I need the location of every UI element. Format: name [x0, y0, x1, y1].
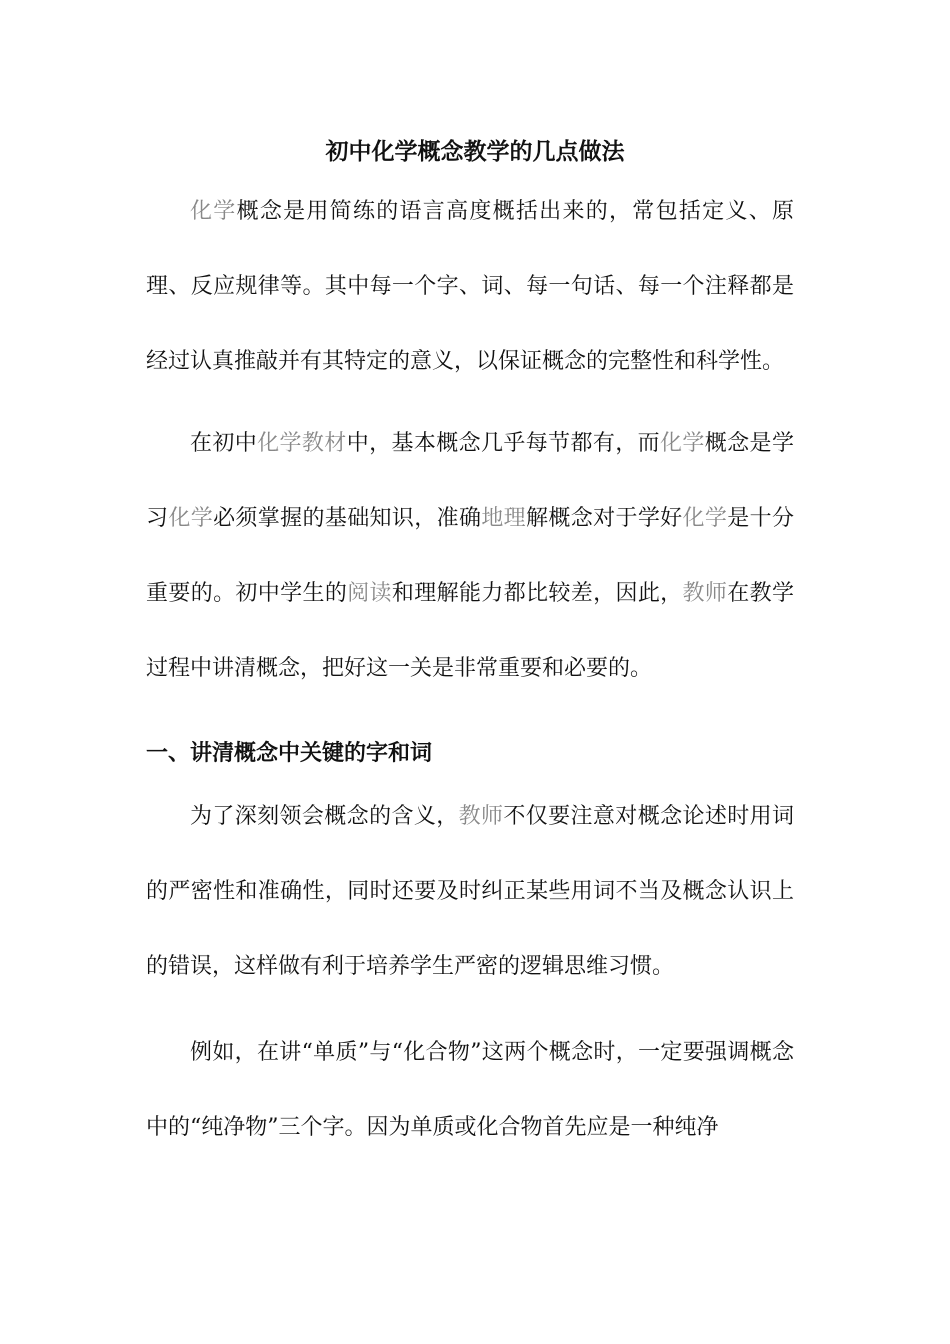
paragraph-text: 为了深刻领会概念的含义，: [190, 804, 459, 829]
paragraph-example: [146, 1015, 794, 1165]
paragraph-text: 必须掌握的基础知识，准确: [213, 506, 482, 531]
keyword-link[interactable]: 化学: [168, 506, 214, 531]
paragraph-keywords: [146, 779, 794, 1004]
paragraph-intro: [146, 174, 794, 399]
paragraph-text: 在初中: [190, 431, 258, 456]
keyword-link[interactable]: 阅读: [347, 581, 392, 606]
section-heading: 一、讲清概念中关键的字和词: [146, 740, 433, 766]
paragraph-text: 不仅要注意对概念论述时用词的严密性和准确性，同时还要及时纠正某些用词不当及概念认识上的错误，这样做有利于培养学生严密的逻辑思维习惯。: [146, 804, 794, 979]
paragraph-text: 解概念对于学好: [526, 506, 683, 531]
paragraph-text: 中，基本概念几乎每节都有，而: [346, 431, 661, 456]
paragraph-text: 例如，在讲“单质”与“化合物”这两个概念时，一定要强调概念中的“纯净物”三个字。因为单质或化合物首先应是一种纯净: [146, 1040, 794, 1140]
keyword-link[interactable]: 地理: [481, 506, 527, 531]
paragraph-text: 和理解能力都比较差，因此，: [391, 581, 683, 606]
paragraph-text: 概念是学习: [146, 431, 794, 531]
document-title: 初中化学概念教学的几点做法: [325, 138, 625, 165]
keyword-link[interactable]: 化学教材: [257, 431, 347, 456]
paragraph-text: 是十分重要的。初中学生的: [146, 506, 794, 606]
paragraph-importance: [146, 406, 794, 706]
keyword-link[interactable]: 教师: [682, 581, 728, 606]
keyword-link[interactable]: 化学: [660, 431, 705, 456]
keyword-link[interactable]: 教师: [458, 804, 504, 829]
keyword-link[interactable]: 化学: [190, 199, 237, 224]
paragraph-text: 在教学过程中讲清概念，把好这一关是非常重要和必要的。: [146, 581, 794, 681]
paragraph-text: 概念是用简练的语言高度概括出来的，常包括定义、原理、反应规律等。其中每一个字、词、每一句话、每一个注释都是经过认真推敲并有其特定的意义，以保证概念的完整性和科学性。: [146, 199, 794, 374]
keyword-link[interactable]: 化学: [682, 506, 728, 531]
